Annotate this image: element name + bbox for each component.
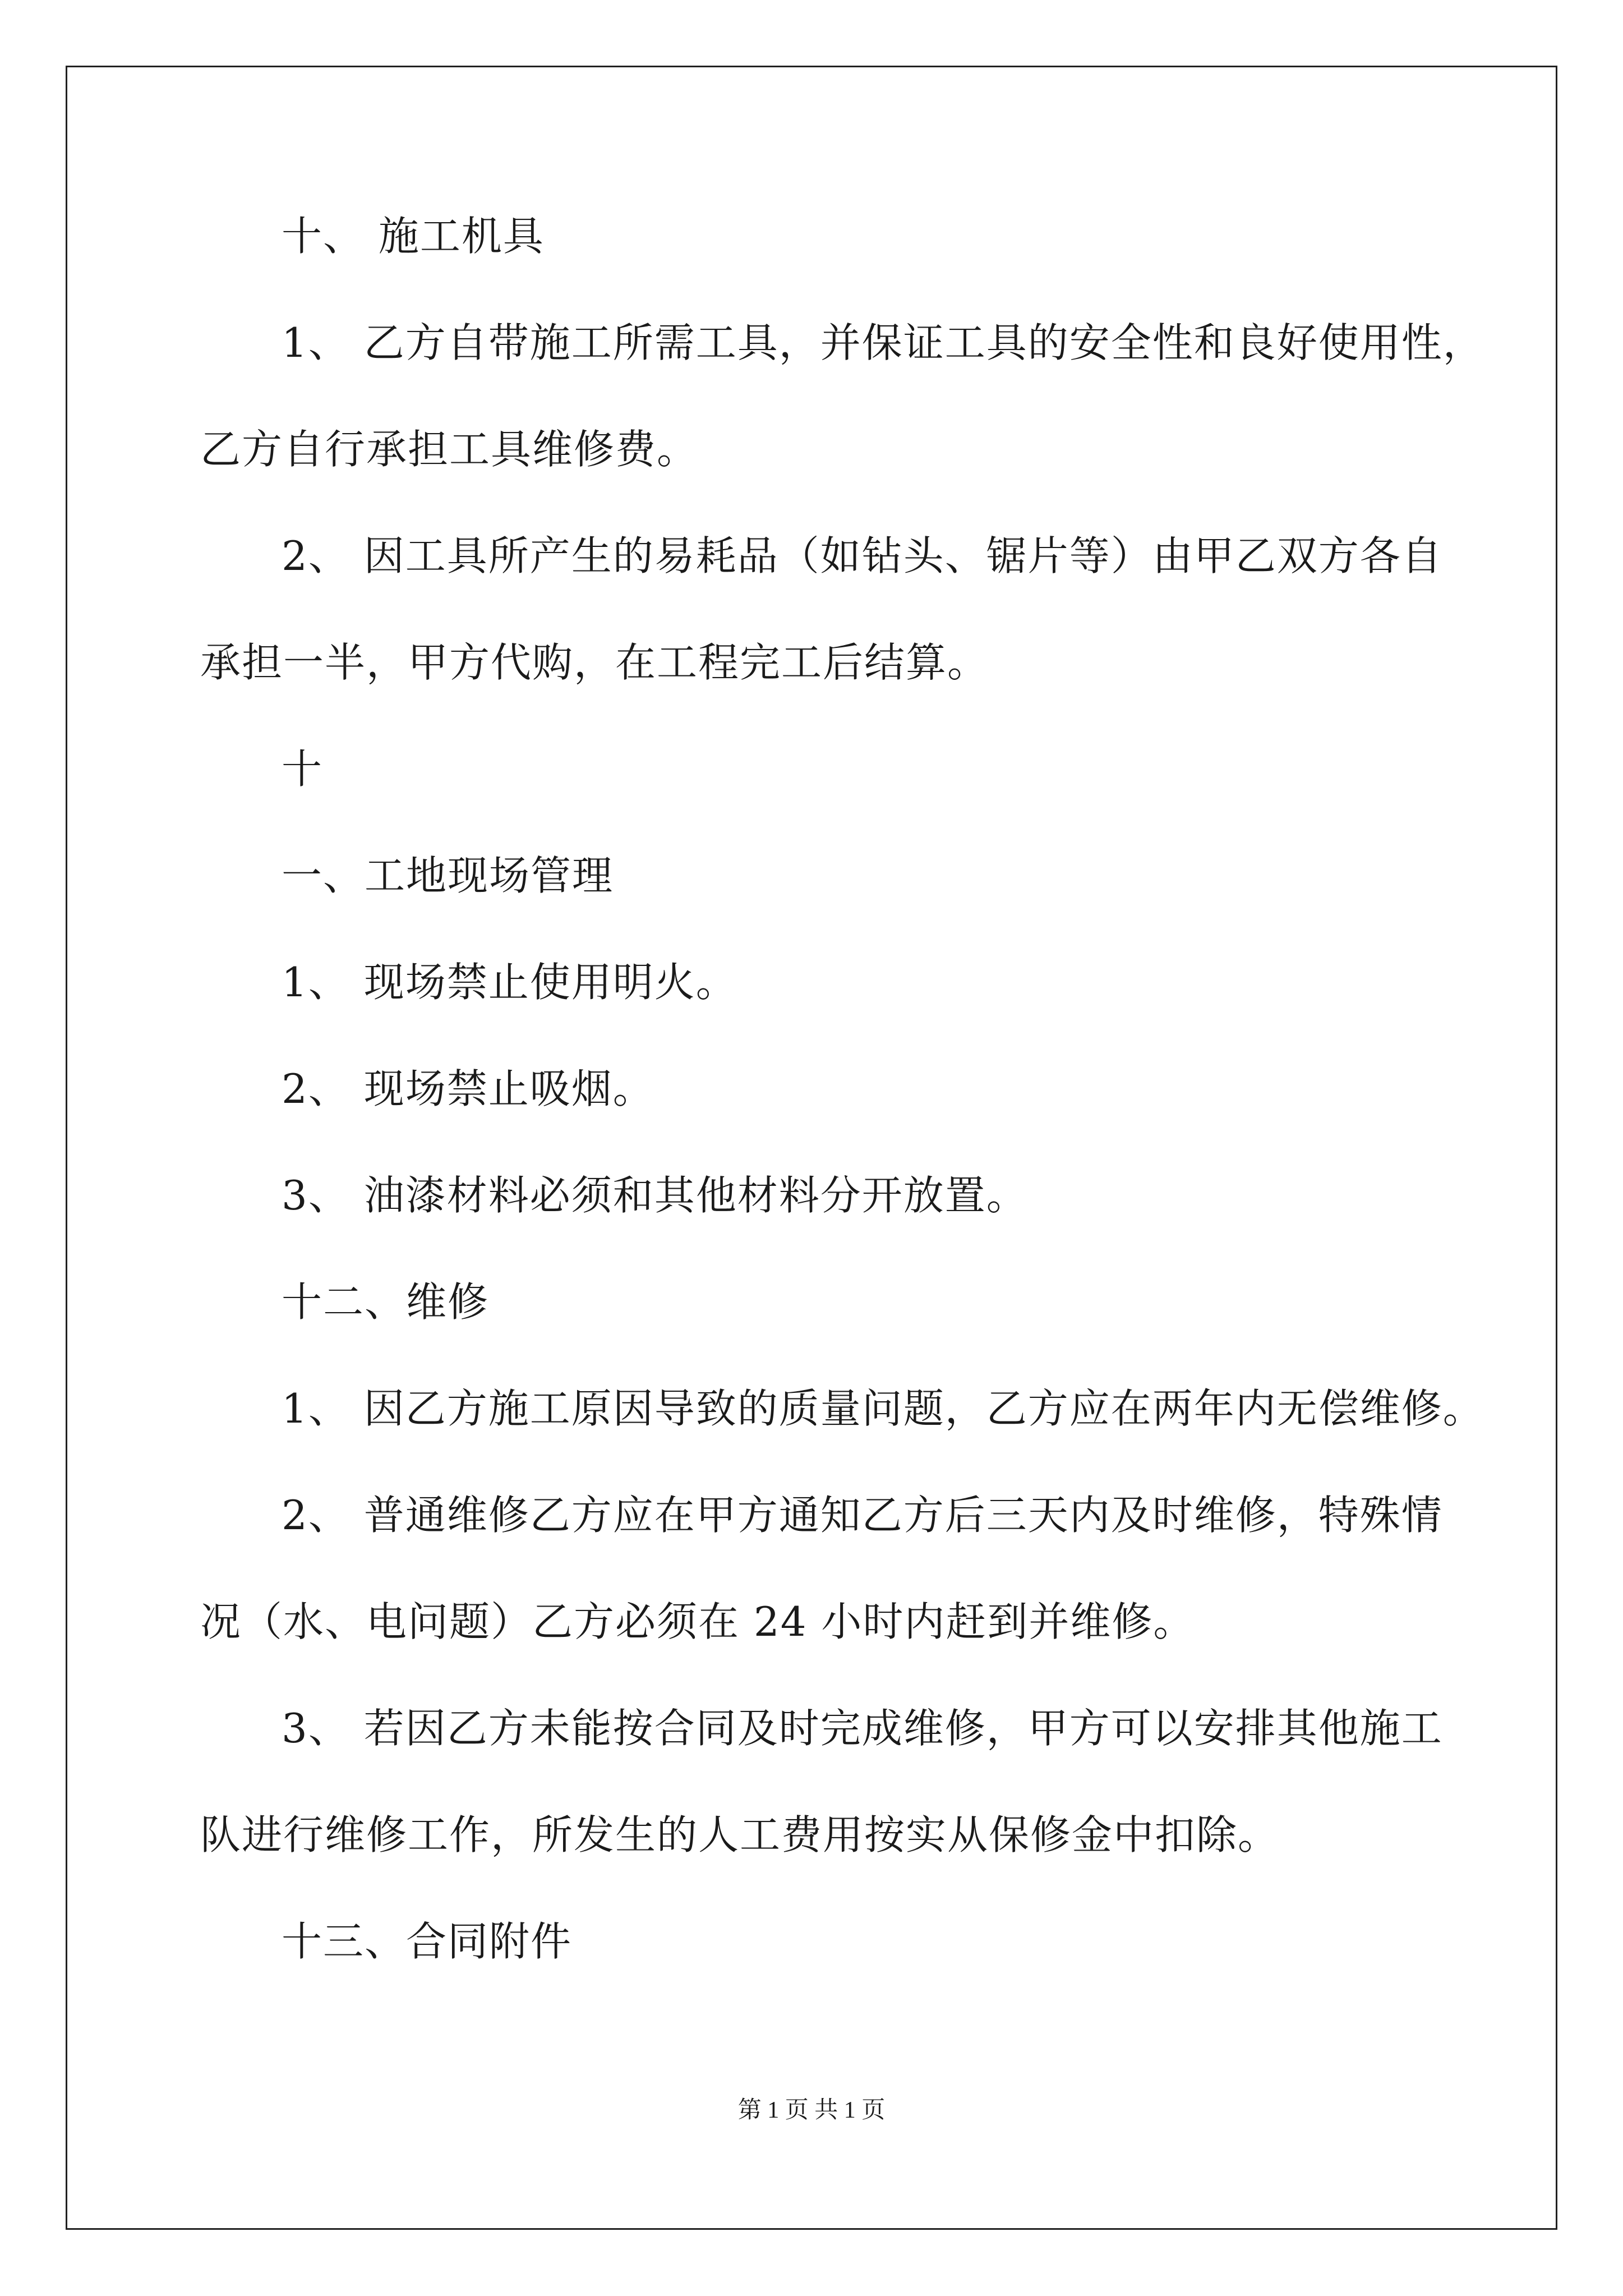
paragraph-line: 2、 现场禁止吸烟。 — [282, 1065, 654, 1112]
paragraph-line: 2、 普通维修乙方应在甲方通知乙方后三天内及时维修，特殊情 — [282, 1492, 1443, 1539]
paragraph-line: 1、 乙方自带施工所需工具，并保证工具的安全性和良好使用性， — [282, 319, 1484, 366]
section-heading-11-part1: 十 — [282, 746, 324, 793]
paragraph-line: 3、 油漆材料必须和其他材料分开放置。 — [282, 1172, 1028, 1219]
section-heading-12: 十二、维修 — [282, 1278, 490, 1326]
paragraph-line: 况（水、电问题）乙方必须在 24 小时内赶到并维修。 — [200, 1598, 1195, 1645]
paragraph-line: 2、 因工具所产生的易耗品（如钻头、锯片等）由甲乙双方各自 — [282, 532, 1443, 579]
paragraph-line: 1、 现场禁止使用明火。 — [282, 959, 737, 1006]
section-heading-13: 十三、合同附件 — [282, 1918, 573, 1965]
paragraph-line: 3、 若因乙方未能按合同及时完成维修，甲方可以安排其他施工 — [282, 1705, 1443, 1752]
page-number-footer: 第 1 页 共 1 页 — [737, 2097, 886, 2123]
section-heading-10: 十、 施工机具 — [282, 213, 545, 260]
section-heading-11-part2: 一、工地现场管理 — [282, 852, 614, 899]
paragraph-line: 乙方自行承担工具维修费。 — [200, 426, 699, 473]
paragraph-line: 承担一半，甲方代购，在工程完工后结算。 — [200, 639, 989, 686]
page-border — [66, 66, 1557, 2230]
paragraph-line: 1、 因乙方施工原因导致的质量问题，乙方应在两年内无偿维修。 — [282, 1385, 1484, 1432]
paragraph-line: 队进行维修工作，所发生的人工费用按实从保修金中扣除。 — [200, 1811, 1280, 1858]
